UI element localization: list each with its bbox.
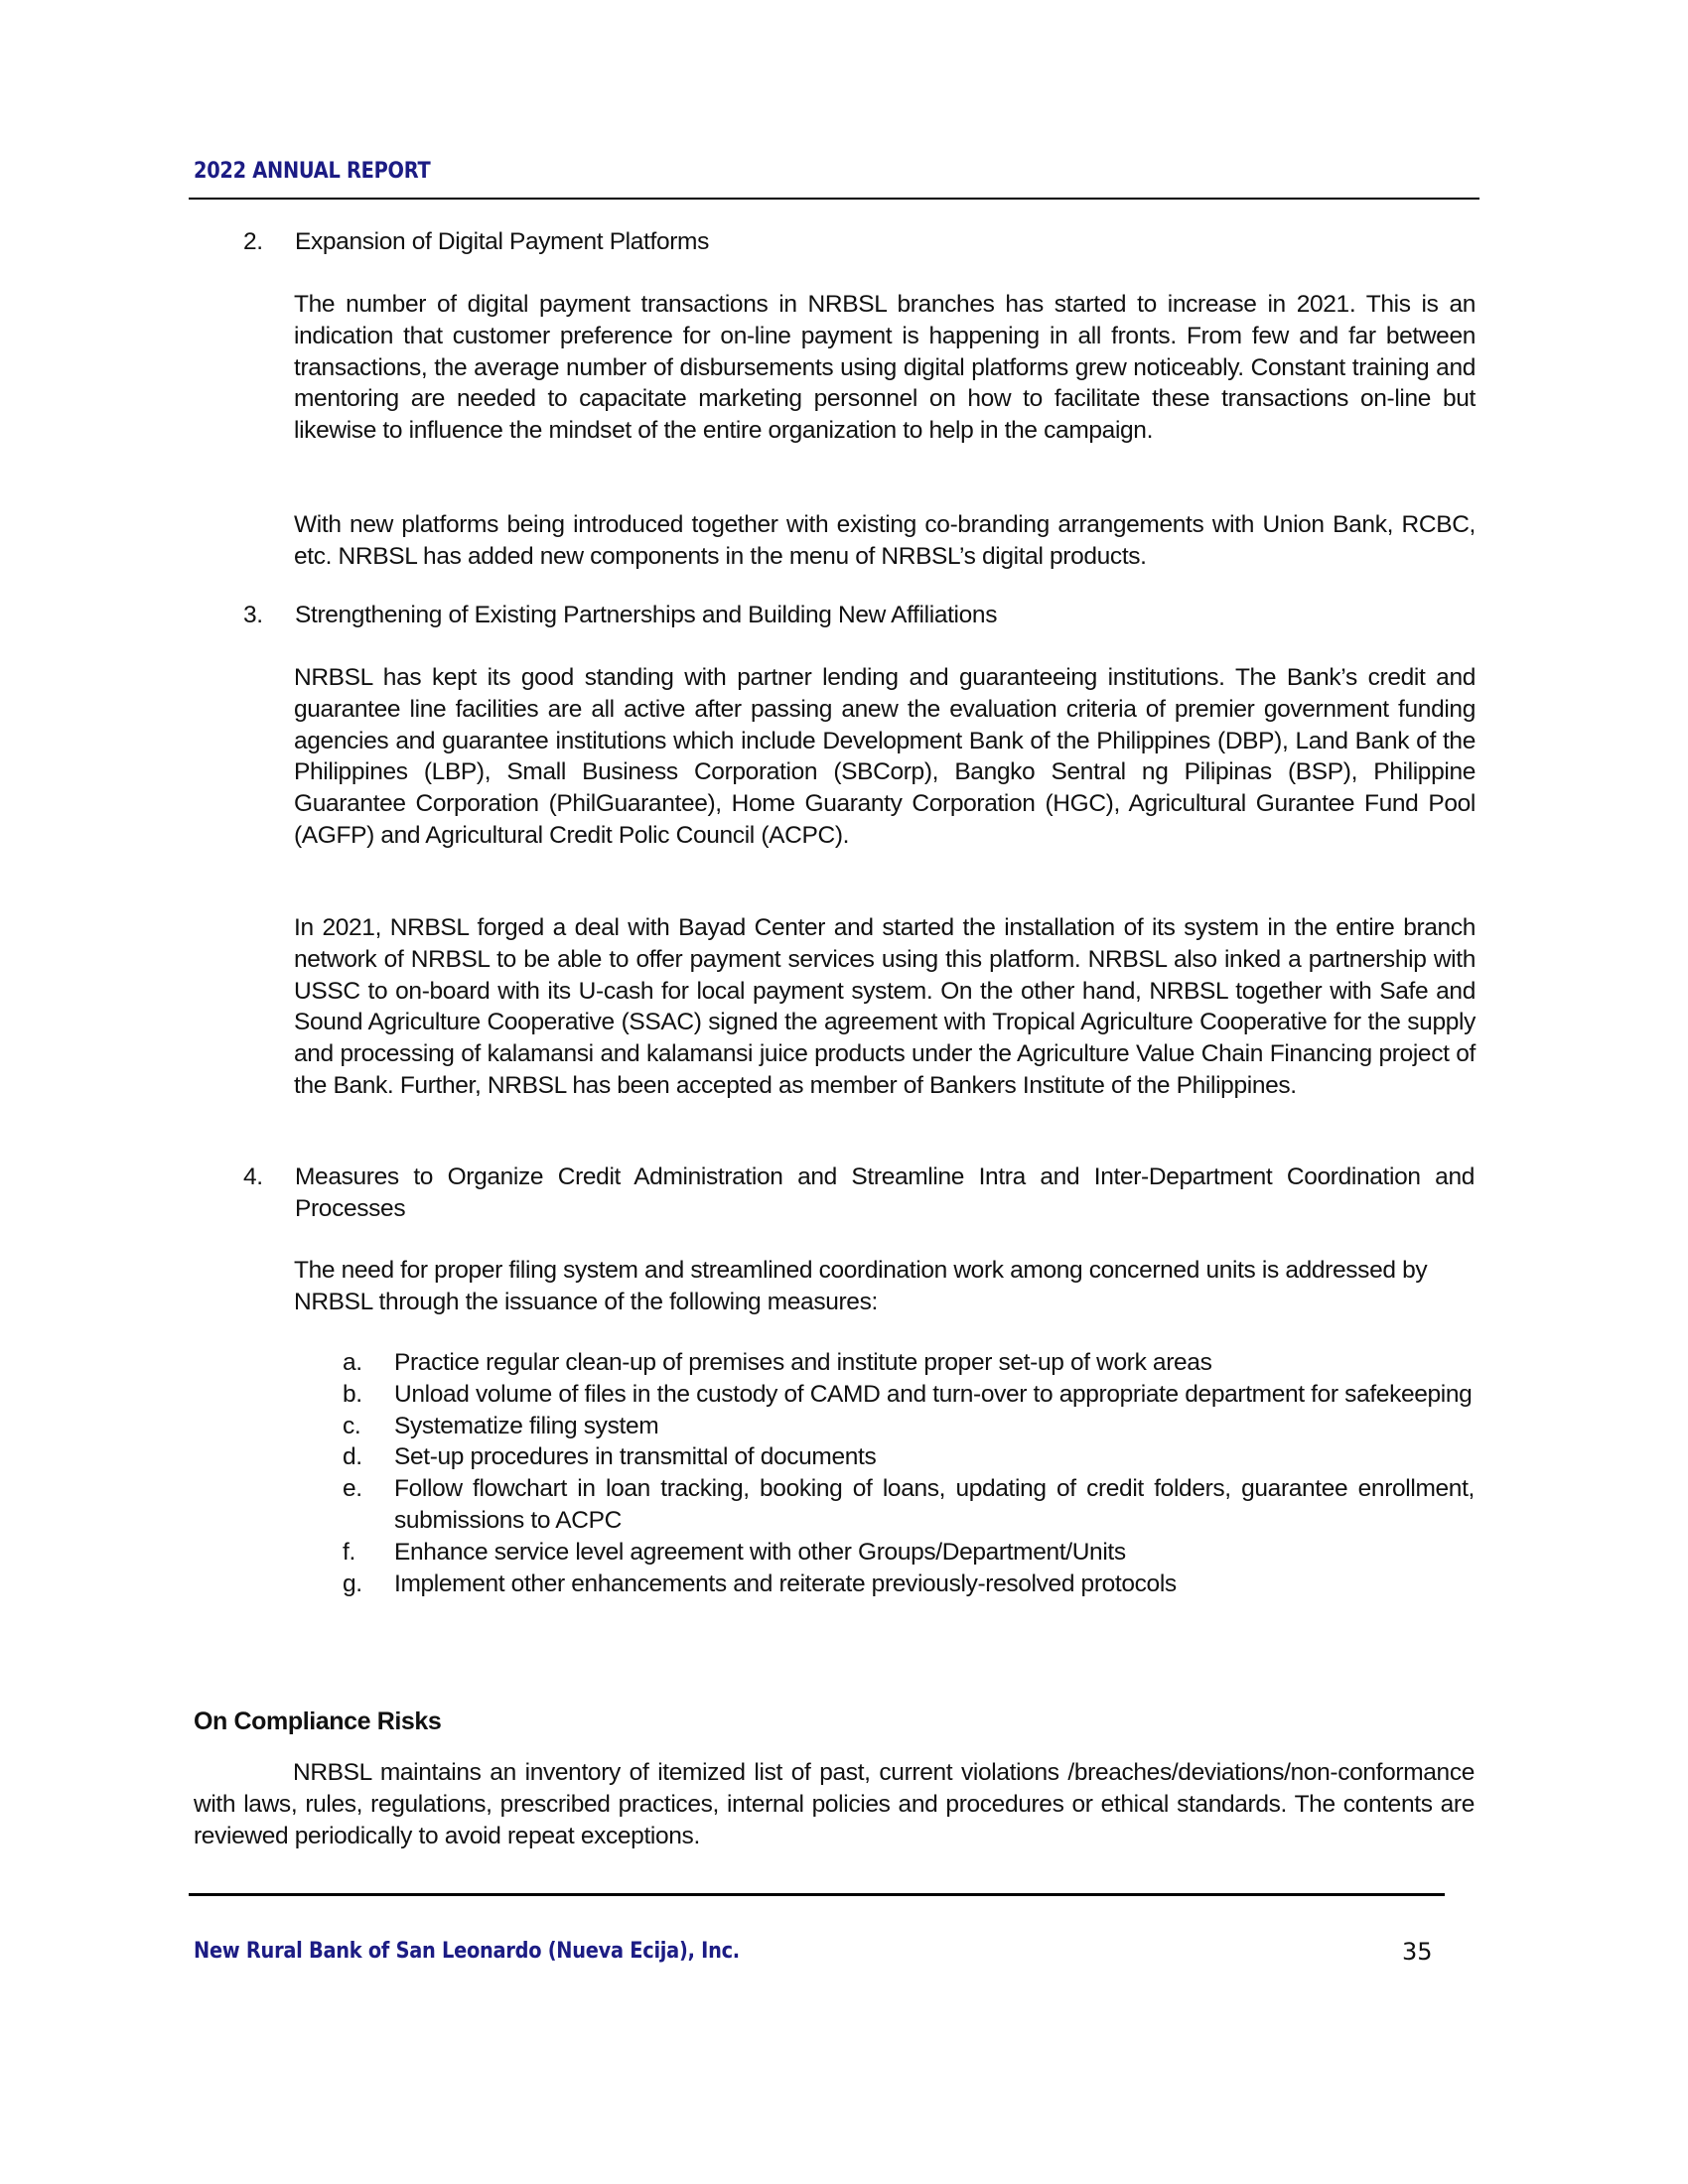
item-number: 2. — [243, 228, 263, 255]
paragraph-compliance: NRBSL maintains an inventory of itemized list of past, current violations /breaches/deviations/non-conformance with laws, rules, regulations, prescribed practices, internal policies and procedures or ethical standards. The contents are reviewed periodically to avoid repeat exceptions. — [194, 1759, 1475, 1849]
page-number: 35 — [1402, 1938, 1433, 1966]
section-title-compliance: On Compliance Risks — [194, 1707, 442, 1735]
measure-item — [343, 1473, 1475, 1537]
list-item-4 — [243, 1161, 1475, 1225]
measure-text: Follow flowchart in loan tracking, booking of loans, updating of credit folders, guarantee enrollment, submissions to ACPC — [394, 1475, 1475, 1534]
measure-letter: f. — [343, 1538, 355, 1566]
item-heading: Strengthening of Existing Partnerships and Building New Affiliations — [295, 602, 998, 628]
item-number: 3. — [243, 602, 263, 628]
list-item-3 — [243, 600, 1475, 631]
list-item-2 — [243, 226, 1475, 258]
item-heading: Measures to Organize Credit Administration and Streamline Intra and Inter-Department Coordination and Processes — [295, 1163, 1475, 1222]
measure-text: Unload volume of files in the custody of CAMD and turn-over to appropriate department for safekeeping — [394, 1380, 1473, 1408]
measure-letter: g. — [343, 1570, 362, 1597]
measure-item — [343, 1569, 1475, 1600]
measure-text: Practice regular clean-up of premises and institute proper set-up of work areas — [394, 1349, 1212, 1376]
measure-letter: c. — [343, 1412, 361, 1439]
item-number: 4. — [243, 1163, 263, 1190]
measure-item — [343, 1379, 1475, 1411]
paragraph-digital-payments-1: The number of digital payment transactions in NRBSL branches has started to increase in 2021. This is an indication that customer preference for on-line payment is happening in all fronts. From few and far between transactions, the average number of disbursements using digital platforms grew noticeably. Constant training and mentoring are needed to capacitate marketing personnel on how to facilitate these transactions on-line but likewise to influence the mindset of the entire organization to help in the campaign. — [294, 291, 1476, 445]
measure-item — [343, 1537, 1475, 1569]
measure-letter: e. — [343, 1475, 362, 1503]
footer-divider — [189, 1893, 1445, 1896]
measure-item — [343, 1411, 1475, 1442]
paragraph-partnerships-2: In 2021, NRBSL forged a deal with Bayad Center and started the installation of its system in the entire branch network of NRBSL to be able to offer payment services using this platform. NRBSL also inked a partnership with USSC to on-board with its U-cash for local payment system. On the other hand, NRBSL together with Safe and Sound Agriculture Cooperative (SSAC) signed the agreement with Tropical Agriculture Cooperative for the supply and processing of kalamansi and kalamansi juice products under the Agriculture Value Chain Financing project of the Bank. Further, NRBSL has been accepted as member of Bankers Institute of the Philippines. — [294, 914, 1476, 1099]
paragraph-partnerships-1: NRBSL has kept its good standing with partner lending and guaranteeing institutions. The Bank’s credit and guarantee line facilities are all active after passing anew the evaluation criteria of premier government funding agencies and guarantee institutions which include Development Bank of the Philippines (DBP), Land Bank of the Philippines (LBP), Small Business Corporation (SBCorp), Bangko Sentral ng Pilipinas (BSP), Philippine Guarantee Corporation (PhilGuarantee), Home Guaranty Corporation (HGC), Agricultural Gurantee Fund Pool (AGFP) and Agricultural Credit Polic Council (ACPC). — [294, 664, 1476, 849]
measure-text: Set-up procedures in transmittal of documents — [394, 1443, 877, 1471]
measure-letter: b. — [343, 1380, 362, 1408]
report-header-title: 2022 ANNUAL REPORT — [194, 159, 431, 184]
measure-letter: a. — [343, 1349, 362, 1376]
measures-list — [343, 1347, 1475, 1599]
footer-bank-name: New Rural Bank of San Leonardo (Nueva Ecija), Inc. — [194, 1939, 740, 1964]
measure-text: Implement other enhancements and reiterate previously-resolved protocols — [394, 1570, 1177, 1597]
measure-item — [343, 1441, 1475, 1473]
item-heading: Expansion of Digital Payment Platforms — [295, 228, 710, 255]
measure-text: Enhance service level agreement with other Groups/Department/Units — [394, 1538, 1126, 1566]
paragraph-measures-intro: The need for proper filing system and streamlined coordination work among concerned units is addressed by NRBSL through the issuance of the following measures: — [294, 1257, 1428, 1315]
header-divider — [189, 198, 1479, 200]
paragraph-digital-payments-2: With new platforms being introduced together with existing co-branding arrangements with Union Bank, RCBC, etc. NRBSL has added new components in the menu of NRBSL’s digital products. — [294, 511, 1476, 570]
measure-letter: d. — [343, 1443, 362, 1471]
measure-text: Systematize filing system — [394, 1412, 659, 1439]
measure-item — [343, 1347, 1475, 1379]
